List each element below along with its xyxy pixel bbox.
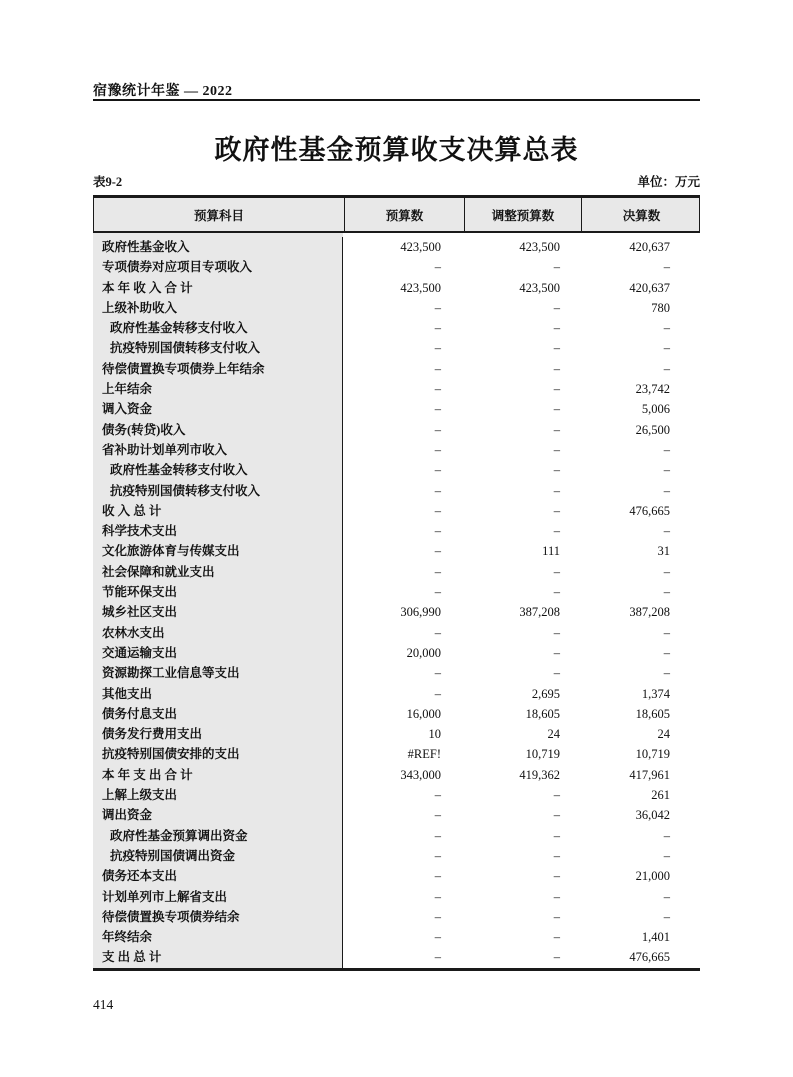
cell-adjusted: – <box>553 848 560 863</box>
cell-adjusted: – <box>553 564 560 579</box>
cell-budget: – <box>434 788 441 803</box>
cell-final: 1,401 <box>641 930 670 945</box>
cell-adjusted: – <box>553 503 560 518</box>
cell-budget: – <box>434 422 441 437</box>
table-body <box>93 233 700 971</box>
cell-final: 18,605 <box>635 706 670 721</box>
table-row <box>93 826 700 846</box>
cell-budget: 16,000 <box>406 706 441 721</box>
table-row <box>93 237 700 257</box>
table-row <box>93 866 700 886</box>
row-label: 调入资金 <box>93 399 343 419</box>
cell-final: 417,961 <box>629 767 670 782</box>
cell-adjusted: – <box>553 625 560 640</box>
cell-budget: – <box>434 442 441 457</box>
cell-budget: – <box>434 625 441 640</box>
cell-final: – <box>663 321 670 336</box>
cell-final: – <box>663 666 670 681</box>
table-row <box>93 907 700 927</box>
budget-table <box>93 195 700 971</box>
cell-budget: – <box>434 524 441 539</box>
row-label: 省补助计划单列市收入 <box>93 440 343 460</box>
cell-budget: 423,500 <box>400 280 441 295</box>
cell-adjusted: – <box>553 869 560 884</box>
cell-final: 420,637 <box>629 240 670 254</box>
row-label: 交通运输支出 <box>93 643 343 663</box>
cell-final: – <box>663 645 670 660</box>
table-row <box>93 298 700 318</box>
cell-final: – <box>663 909 670 924</box>
cell-budget: 343,000 <box>400 767 441 782</box>
column-header-subject: 预算科目 <box>193 208 244 223</box>
cell-budget: – <box>434 686 441 701</box>
cell-final: 10,719 <box>635 747 670 762</box>
row-label: 待偿债置换专项债券上年结余 <box>93 359 343 379</box>
row-label: 收 入 总 计 <box>93 501 343 521</box>
row-label: 专项债券对应项目专项收入 <box>93 257 343 277</box>
cell-adjusted: – <box>553 463 560 478</box>
cell-final: – <box>663 828 670 843</box>
cell-adjusted: 111 <box>542 544 560 559</box>
cell-final: 1,374 <box>641 686 670 701</box>
table-row <box>93 744 700 764</box>
cell-budget: 306,990 <box>400 605 441 620</box>
page-number: 414 <box>93 997 114 1012</box>
table-row <box>93 501 700 521</box>
table-row <box>93 765 700 785</box>
cell-final: 23,742 <box>635 382 670 397</box>
cell-adjusted: – <box>553 666 560 681</box>
cell-final: 5,006 <box>641 402 670 417</box>
cell-budget: – <box>434 544 441 559</box>
unit-label: 单位：万元 <box>637 175 700 189</box>
cell-final: – <box>663 341 670 356</box>
cell-adjusted: – <box>553 808 560 823</box>
cell-final: – <box>663 889 670 904</box>
cell-adjusted: 10,719 <box>525 747 560 762</box>
row-label: 本 年 收 入 合 计 <box>93 278 343 298</box>
cell-budget: – <box>434 869 441 884</box>
table-number-label: 表9-2 <box>93 175 123 189</box>
cell-adjusted: 423,500 <box>519 240 560 254</box>
cell-budget: – <box>434 402 441 417</box>
cell-adjusted: – <box>553 788 560 803</box>
row-label: 债务发行费用支出 <box>93 724 343 744</box>
cell-final: – <box>663 524 670 539</box>
cell-final: – <box>663 848 670 863</box>
cell-budget: – <box>434 321 441 336</box>
row-label: 政府性基金收入 <box>93 237 343 257</box>
cell-final: 387,208 <box>629 605 670 620</box>
table-row <box>93 947 700 967</box>
row-label: 抗疫特别国债调出资金 <box>93 846 343 866</box>
cell-adjusted: – <box>553 382 560 397</box>
cell-budget: – <box>434 889 441 904</box>
cell-adjusted: – <box>553 260 560 275</box>
cell-final: – <box>663 585 670 600</box>
cell-budget: #REF! <box>407 747 441 762</box>
row-label: 政府性基金转移支付收入 <box>93 460 343 480</box>
cell-adjusted: 423,500 <box>519 280 560 295</box>
table-row <box>93 846 700 866</box>
row-label: 待偿债置换专项债券结余 <box>93 907 343 927</box>
cell-final: 476,665 <box>629 950 670 965</box>
cell-adjusted: 2,695 <box>531 686 560 701</box>
cell-budget: – <box>434 666 441 681</box>
cell-adjusted: – <box>553 524 560 539</box>
cell-budget: – <box>434 848 441 863</box>
table-row <box>93 318 700 338</box>
cell-final: – <box>663 260 670 275</box>
cell-budget: 423,500 <box>400 240 441 254</box>
cell-final: 476,665 <box>629 503 670 518</box>
cell-final: 21,000 <box>635 869 670 884</box>
table-row <box>93 379 700 399</box>
cell-final: – <box>663 442 670 457</box>
row-label: 抗疫特别国债转移支付收入 <box>93 481 343 501</box>
cell-budget: – <box>434 300 441 315</box>
table-row <box>93 704 700 724</box>
cell-adjusted: – <box>553 828 560 843</box>
cell-adjusted: – <box>553 402 560 417</box>
cell-final: 420,637 <box>629 280 670 295</box>
cell-adjusted: 18,605 <box>525 706 560 721</box>
row-label: 资源勘探工业信息等支出 <box>93 663 343 683</box>
table-row <box>93 785 700 805</box>
cell-budget: – <box>434 564 441 579</box>
row-label: 上年结余 <box>93 379 343 399</box>
table-row <box>93 562 700 582</box>
page-title: 政府性基金预算收支决算总表 <box>214 135 579 165</box>
table-row <box>93 582 700 602</box>
cell-adjusted: – <box>553 483 560 498</box>
table-row <box>93 663 700 683</box>
cell-final: – <box>663 483 670 498</box>
table-header-row <box>93 195 700 233</box>
table-row <box>93 887 700 907</box>
cell-budget: – <box>434 483 441 498</box>
cell-final: – <box>663 361 670 376</box>
table-row <box>93 643 700 663</box>
table-row <box>93 684 700 704</box>
table-row <box>93 541 700 561</box>
cell-budget: – <box>434 585 441 600</box>
cell-adjusted: 387,208 <box>519 605 560 620</box>
table-row <box>93 359 700 379</box>
cell-adjusted: – <box>553 422 560 437</box>
cell-final: 780 <box>651 300 670 315</box>
table-row <box>93 399 700 419</box>
row-label: 抗疫特别国债转移支付收入 <box>93 338 343 358</box>
table-row <box>93 927 700 947</box>
row-label: 节能环保支出 <box>93 582 343 602</box>
cell-adjusted: – <box>553 300 560 315</box>
cell-adjusted: – <box>553 341 560 356</box>
cell-adjusted: 24 <box>547 727 560 742</box>
row-label: 政府性基金转移支付收入 <box>93 318 343 338</box>
cell-adjusted: – <box>553 950 560 965</box>
row-label: 调出资金 <box>93 805 343 825</box>
cell-budget: – <box>434 828 441 843</box>
column-header-budget: 预算数 <box>344 198 464 231</box>
cell-budget: – <box>434 503 441 518</box>
row-label: 文化旅游体育与传媒支出 <box>93 541 343 561</box>
row-label: 支 出 总 计 <box>93 947 343 967</box>
cell-adjusted: – <box>553 889 560 904</box>
cell-adjusted: – <box>553 930 560 945</box>
header-rule <box>93 99 700 101</box>
row-label: 年终结余 <box>93 927 343 947</box>
cell-adjusted: – <box>553 645 560 660</box>
cell-budget: – <box>434 950 441 965</box>
cell-budget: – <box>434 930 441 945</box>
table-row <box>93 338 700 358</box>
cell-budget: – <box>434 361 441 376</box>
cell-budget: 20,000 <box>406 645 441 660</box>
row-label: 政府性基金预算调出资金 <box>93 826 343 846</box>
row-label: 上解上级支出 <box>93 785 343 805</box>
table-row <box>93 257 700 277</box>
row-label: 抗疫特别国债安排的支出 <box>93 744 343 764</box>
row-label: 科学技术支出 <box>93 521 343 541</box>
table-meta-row <box>93 172 700 190</box>
table-row <box>93 440 700 460</box>
cell-budget: 10 <box>428 727 441 742</box>
table-row <box>93 278 700 298</box>
table-row <box>93 481 700 501</box>
row-label: 债务付息支出 <box>93 704 343 724</box>
cell-final: 26,500 <box>635 422 670 437</box>
table-row <box>93 805 700 825</box>
cell-adjusted: – <box>553 585 560 600</box>
cell-final: – <box>663 564 670 579</box>
cell-adjusted: 419,362 <box>519 767 560 782</box>
table-row <box>93 460 700 480</box>
cell-final: – <box>663 463 670 478</box>
cell-final: 36,042 <box>635 808 670 823</box>
cell-budget: – <box>434 808 441 823</box>
cell-adjusted: – <box>553 442 560 457</box>
cell-adjusted: – <box>553 361 560 376</box>
table-row <box>93 602 700 622</box>
row-label: 计划单列市上解省支出 <box>93 887 343 907</box>
row-label: 农林水支出 <box>93 623 343 643</box>
cell-adjusted: – <box>553 909 560 924</box>
cell-budget: – <box>434 909 441 924</box>
row-label: 社会保障和就业支出 <box>93 562 343 582</box>
cell-final: – <box>663 625 670 640</box>
running-header: 宿豫统计年鉴 — 2022 <box>93 84 233 99</box>
row-label: 其他支出 <box>93 684 343 704</box>
cell-adjusted: – <box>553 321 560 336</box>
cell-budget: – <box>434 382 441 397</box>
cell-budget: – <box>434 341 441 356</box>
column-header-final-accounts: 决算数 <box>581 198 701 231</box>
row-label: 上级补助收入 <box>93 298 343 318</box>
cell-final: 31 <box>657 544 670 559</box>
cell-budget: – <box>434 260 441 275</box>
table-row <box>93 623 700 643</box>
table-row <box>93 724 700 744</box>
cell-final: 24 <box>657 727 670 742</box>
row-label: 城乡社区支出 <box>93 602 343 622</box>
cell-final: 261 <box>651 788 670 803</box>
table-row <box>93 420 700 440</box>
cell-budget: – <box>434 463 441 478</box>
row-label: 债务(转贷)收入 <box>93 420 343 440</box>
table-row <box>93 521 700 541</box>
row-label: 债务还本支出 <box>93 866 343 886</box>
row-label: 本 年 支 出 合 计 <box>93 765 343 785</box>
column-header-adjusted-budget: 调整预算数 <box>464 198 581 231</box>
